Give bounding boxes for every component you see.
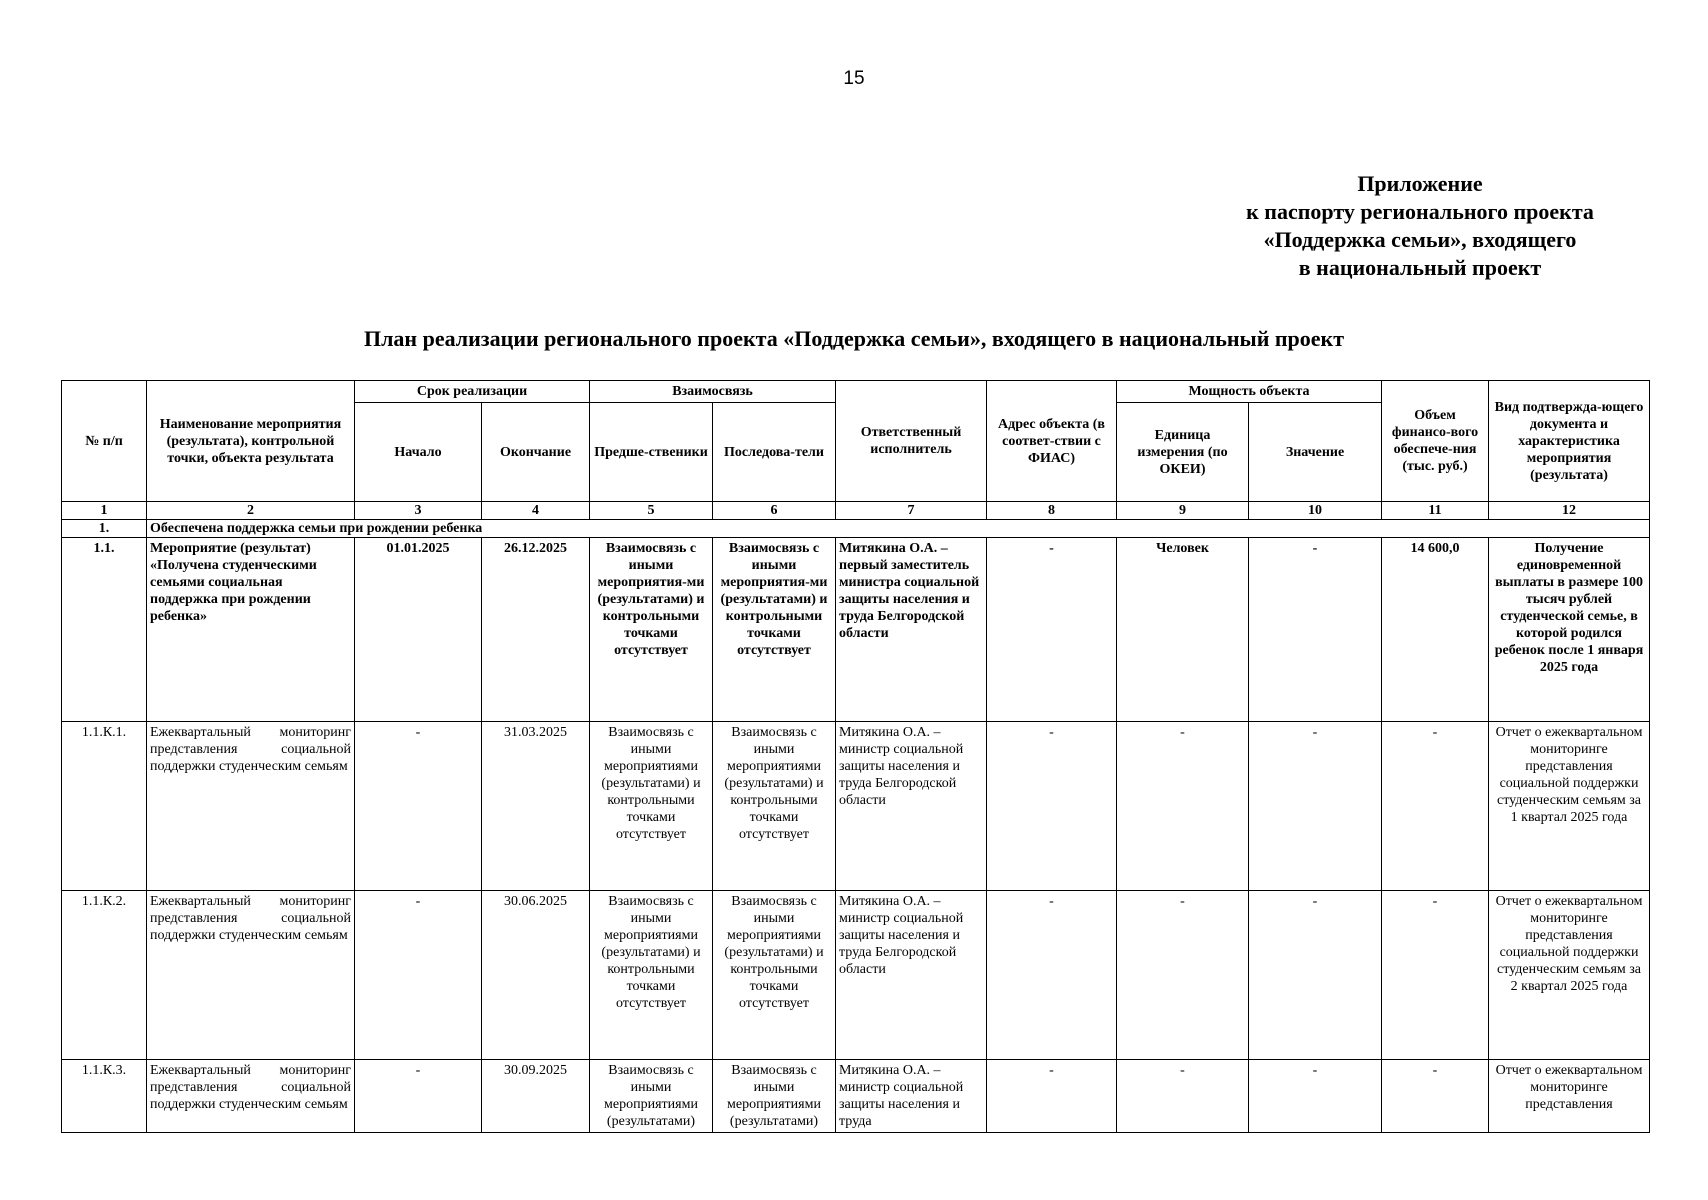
row-successors: Взаимосвязь с иными мероприятиями (результатами) и контрольными точками отсутствует [713, 891, 836, 1060]
row-name: Ежеквартальный мониторинг представления социальной поддержки студенческим семьям [147, 722, 355, 891]
row-finance: - [1382, 1060, 1489, 1133]
section-row [62, 520, 1650, 538]
section-title: Обеспечена поддержка семьи при рождении ребенка [147, 520, 1650, 538]
header-capacity: Мощность объекта [1117, 381, 1382, 403]
row-finance: - [1382, 891, 1489, 1060]
row-num: 1.1.К.1. [62, 722, 147, 891]
column-number: 2 [147, 502, 355, 520]
column-number: 7 [836, 502, 987, 520]
row-successors: Взаимосвязь с иными мероприятиями (результатами) и контрольными точками отсутствует [713, 722, 836, 891]
row-finance: - [1382, 722, 1489, 891]
row-predecessors: Взаимосвязь с иными мероприятиями (результатами) и контрольными точками отсутствует [590, 722, 713, 891]
header-name: Наименование мероприятия (результата), контрольной точки, объекта результата [147, 381, 355, 502]
appendix-line: Приложение [1357, 171, 1483, 196]
header-end: Окончание [482, 403, 590, 502]
table-row [62, 538, 1650, 722]
row-start: 01.01.2025 [355, 538, 482, 722]
header-period: Срок реализации [355, 381, 590, 403]
appendix-heading [1180, 170, 1660, 282]
plan-table [61, 380, 1650, 1133]
row-end: 26.12.2025 [482, 538, 590, 722]
column-number: 10 [1249, 502, 1382, 520]
row-start: - [355, 722, 482, 891]
column-number: 1 [62, 502, 147, 520]
header-relation: Взаимосвязь [590, 381, 836, 403]
table-row [62, 1060, 1650, 1133]
row-responsible: Митякина О.А. – первый заместитель министра социальной защиты населения и труда Белгородской области [836, 538, 987, 722]
row-num: 1.1. [62, 538, 147, 722]
header-value: Значение [1249, 403, 1382, 502]
row-doc: Отчет о ежеквартальном мониторинге представления [1489, 1060, 1650, 1133]
row-predecessors: Взаимосвязь с иными мероприятия-ми (результатами) и контрольными точками отсутствует [590, 538, 713, 722]
row-name: Мероприятие (результат) «Получена студенческими семьями социальная поддержка при рождении ребенка» [147, 538, 355, 722]
document-title: План реализации регионального проекта «Поддержка семьи», входящего в национальный проект [363, 326, 1345, 351]
column-numbers-row [62, 502, 1650, 520]
column-number: 6 [713, 502, 836, 520]
row-start: - [355, 1060, 482, 1133]
column-number: 12 [1489, 502, 1650, 520]
appendix-line: «Поддержка семьи», входящего [1263, 227, 1577, 252]
row-responsible: Митякина О.А. – министр социальной защиты населения и труда Белгородской области [836, 722, 987, 891]
header-doc-type: Вид подтвержда-ющего документа и характеристика мероприятия (результата) [1489, 381, 1650, 502]
row-start: - [355, 891, 482, 1060]
row-address: - [987, 538, 1117, 722]
header-unit: Единица измерения (по ОКЕИ) [1117, 403, 1249, 502]
row-end: 30.09.2025 [482, 1060, 590, 1133]
page-number: 15 [843, 68, 865, 89]
column-number: 11 [1382, 502, 1489, 520]
column-number: 4 [482, 502, 590, 520]
header-responsible: Ответственный исполнитель [836, 381, 987, 502]
header-predecessors: Предше-ственики [590, 403, 713, 502]
row-unit: - [1117, 891, 1249, 1060]
table-row [62, 891, 1650, 1060]
row-responsible: Митякина О.А. – министр социальной защиты населения и труда Белгородской области [836, 891, 987, 1060]
row-num: 1.1.К.2. [62, 891, 147, 1060]
row-successors: Взаимосвязь с иными мероприятия-ми (результатами) и контрольными точками отсутствует [713, 538, 836, 722]
row-successors: Взаимосвязь с иными мероприятиями (результатами) [713, 1060, 836, 1133]
header-row [62, 381, 1650, 403]
table-row [62, 722, 1650, 891]
row-value: - [1249, 891, 1382, 1060]
header-num: № п/п [62, 381, 147, 502]
column-number: 3 [355, 502, 482, 520]
appendix-line: в национальный проект [1298, 255, 1542, 280]
row-doc: Отчет о ежеквартальном мониторинге представления социальной поддержки студенческим семьям за 2 квартал 2025 года [1489, 891, 1650, 1060]
row-finance: 14 600,0 [1382, 538, 1489, 722]
row-unit: - [1117, 1060, 1249, 1133]
appendix-line: к паспорту регионального проекта [1246, 199, 1594, 224]
column-number: 9 [1117, 502, 1249, 520]
row-doc: Получение единовременной выплаты в размере 100 тысяч рублей студенческой семье, в которой родился ребенок после 1 января 2025 года [1489, 538, 1650, 722]
header-start: Начало [355, 403, 482, 502]
row-name: Ежеквартальный мониторинг представления социальной поддержки студенческим семьям [147, 891, 355, 1060]
row-doc: Отчет о ежеквартальном мониторинге представления социальной поддержки студенческим семьям за 1 квартал 2025 года [1489, 722, 1650, 891]
row-unit: - [1117, 722, 1249, 891]
column-number: 5 [590, 502, 713, 520]
row-unit: Человек [1117, 538, 1249, 722]
row-predecessors: Взаимосвязь с иными мероприятиями (результатами) [590, 1060, 713, 1133]
row-end: 31.03.2025 [482, 722, 590, 891]
header-successors: Последова-тели [713, 403, 836, 502]
row-address: - [987, 1060, 1117, 1133]
header-address: Адрес объекта (в соответ-ствии с ФИАС) [987, 381, 1117, 502]
row-predecessors: Взаимосвязь с иными мероприятиями (результатами) и контрольными точками отсутствует [590, 891, 713, 1060]
row-address: - [987, 722, 1117, 891]
row-name: Ежеквартальный мониторинг представления социальной поддержки студенческим семьям [147, 1060, 355, 1133]
row-num: 1.1.К.3. [62, 1060, 147, 1133]
row-value: - [1249, 1060, 1382, 1133]
column-number: 8 [987, 502, 1117, 520]
row-value: - [1249, 722, 1382, 891]
row-address: - [987, 891, 1117, 1060]
row-value: - [1249, 538, 1382, 722]
row-end: 30.06.2025 [482, 891, 590, 1060]
header-finance: Объем финансо-вого обеспече-ния (тыс. руб.) [1382, 381, 1489, 502]
row-responsible: Митякина О.А. – министр социальной защиты населения и труда [836, 1060, 987, 1133]
section-num: 1. [62, 520, 147, 538]
